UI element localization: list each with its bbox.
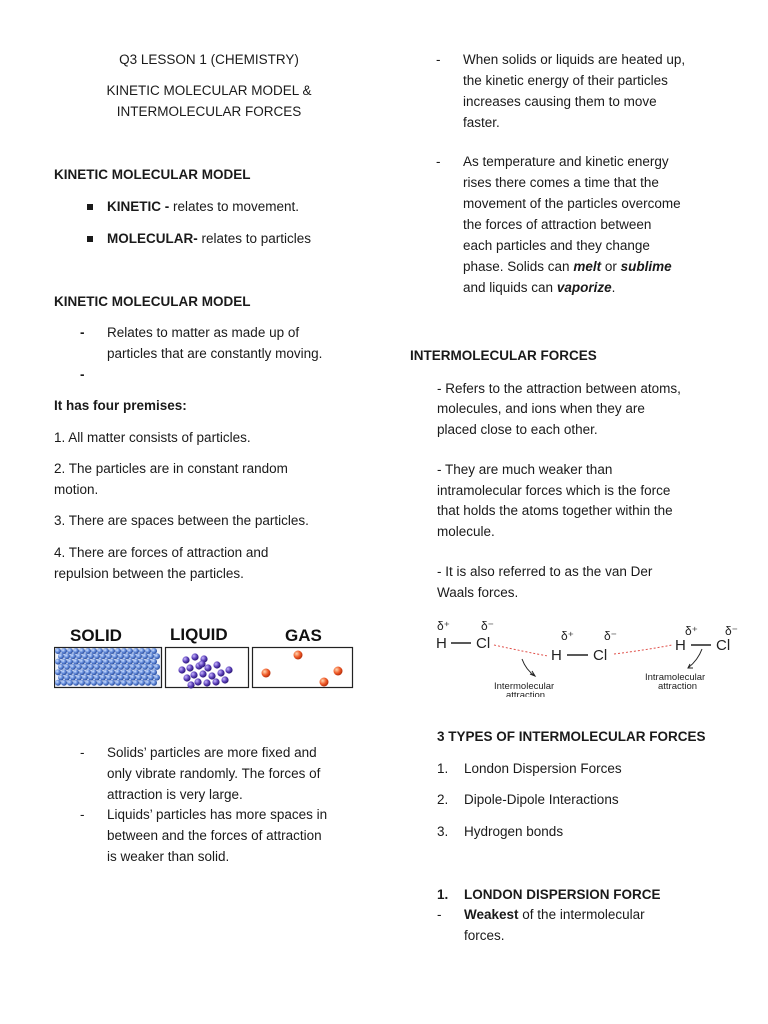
- premises-heading: It has four premises:: [54, 398, 187, 413]
- intermolecular-caption-line1: Intermolecular: [494, 681, 555, 692]
- solid-particle: [97, 659, 103, 665]
- liquid-particle: [221, 676, 228, 683]
- phase-line6: [463, 257, 672, 278]
- solid-particle: [154, 664, 160, 670]
- imf-def2-line2: intramolecular forces which is the force: [437, 483, 671, 498]
- london-heading: [437, 885, 727, 905]
- gas-particle: [262, 669, 271, 678]
- solid-particle: [55, 669, 61, 675]
- molecular-text: relates to particles: [197, 231, 312, 246]
- solid-particle: [64, 653, 70, 659]
- kmm-desc-line2: particles that are constantly moving.: [107, 346, 323, 361]
- imf-def1-line1: - Refers to the attraction between atoms,: [437, 381, 681, 396]
- type-label: Hydrogen bonds: [464, 824, 564, 839]
- liquids-note-line3: is weaker than solid.: [107, 849, 230, 864]
- gas-particle: [294, 651, 303, 660]
- vaporize-term: vaporize: [556, 280, 612, 295]
- liquid-particle: [183, 674, 190, 681]
- imf-def1-line3: placed close to each other.: [437, 422, 598, 437]
- solid-particle: [100, 653, 106, 659]
- solid-particle: [136, 664, 142, 670]
- solid-particle: [67, 669, 73, 675]
- heating-line1: When solids or liquids are heated up,: [463, 52, 686, 67]
- phase-line5: each particles and they change: [463, 238, 650, 253]
- solid-particle: [103, 659, 109, 665]
- liquid-particle: [191, 653, 198, 660]
- solid-particle: [70, 653, 76, 659]
- molecular-bullet: [54, 229, 364, 249]
- solid-particle: [142, 675, 148, 681]
- solid-particle: [88, 664, 94, 670]
- solid-particle: [127, 680, 133, 686]
- solid-particle: [148, 653, 154, 659]
- gas-label: GAS: [285, 626, 322, 645]
- kmm-description: [54, 323, 364, 365]
- solid-particle: [85, 680, 91, 686]
- solid-particle: [148, 675, 154, 681]
- lesson-label: Q3 LESSON 1 (CHEMISTRY): [119, 52, 299, 67]
- solid-particle: [70, 675, 76, 681]
- phase-line6-text: phase. Solids can: [463, 259, 574, 274]
- solid-particle: [70, 664, 76, 670]
- solid-particle: [145, 669, 151, 675]
- solid-particle: [115, 659, 121, 665]
- sublime-term: sublime: [620, 259, 672, 274]
- solid-particle: [121, 648, 127, 654]
- dash-marker: -: [80, 807, 85, 822]
- solid-particle: [130, 653, 136, 659]
- solid-label: SOLID: [70, 626, 122, 645]
- premise-3: 3. There are spaces between the particles.: [54, 513, 309, 528]
- heating-note: [410, 50, 730, 134]
- type-item-3: [437, 822, 727, 842]
- chlorine-label: Cl: [593, 647, 608, 664]
- solid-particle: [64, 664, 70, 670]
- solid-particle: [76, 653, 82, 659]
- dash-marker: -: [437, 907, 442, 922]
- solid-particle: [94, 653, 100, 659]
- type-item-1: [437, 759, 727, 779]
- solid-particle: [64, 675, 70, 681]
- london-note: [437, 905, 727, 947]
- types-heading: 3 TYPES OF INTERMOLECULAR FORCES: [437, 729, 706, 744]
- arrow-line: [688, 649, 702, 668]
- solid-particle: [106, 675, 112, 681]
- solid-particle: [88, 675, 94, 681]
- liquid-particle: [225, 666, 232, 673]
- solid-particle: [61, 680, 67, 686]
- gas-particle: [334, 667, 343, 676]
- heating-line3: increases causing them to move: [463, 94, 657, 109]
- solid-particle: [85, 669, 91, 675]
- solid-particle: [58, 664, 64, 670]
- solid-particle: [124, 675, 130, 681]
- period-text: .: [611, 280, 616, 295]
- solid-particle: [55, 680, 61, 686]
- imf-def2-line4: molecule.: [437, 524, 495, 539]
- liquid-particle: [187, 681, 194, 688]
- phase-line2: rises there comes a time that the: [463, 175, 659, 190]
- solid-particle: [109, 680, 115, 686]
- kinetic-term: KINETIC -: [107, 199, 173, 214]
- solid-particle: [115, 669, 121, 675]
- intramolecular-caption-line2: attraction: [658, 681, 698, 692]
- solid-particle: [118, 653, 124, 659]
- solid-particle: [88, 653, 94, 659]
- solid-particle: [82, 675, 88, 681]
- liquid-particle: [190, 671, 197, 678]
- solids-note-line2: only vibrate randomly. The forces of: [107, 766, 321, 781]
- solid-particle: [130, 664, 136, 670]
- hcl-attraction-diagram: [436, 612, 746, 697]
- solid-particle: [127, 669, 133, 675]
- kmm-desc-line1: Relates to matter as made up of: [107, 325, 300, 340]
- premise-4-line1: 4. There are forces of attraction and: [54, 545, 269, 560]
- solid-particle: [97, 669, 103, 675]
- solid-particle: [82, 653, 88, 659]
- solid-particle: [133, 669, 139, 675]
- chlorine-label: Cl: [716, 637, 731, 654]
- solid-particle: [121, 669, 127, 675]
- solids-note-line1: Solids’ particles are more fixed and: [107, 745, 317, 760]
- london-title: LONDON DISPERSION FORCE: [464, 887, 661, 902]
- solid-particle: [97, 648, 103, 654]
- london-note-text: of the intermolecular: [518, 907, 645, 922]
- solid-particle: [61, 659, 67, 665]
- type-label: London Dispersion Forces: [464, 761, 622, 776]
- liquids-note: [54, 805, 374, 868]
- solid-particle: [145, 680, 151, 686]
- solid-particle: [58, 653, 64, 659]
- delta-minus-label: δ⁻: [481, 619, 495, 633]
- solid-particle: [139, 680, 145, 686]
- solid-particle: [67, 680, 73, 686]
- or-text: or: [601, 259, 621, 274]
- dash-marker: -: [80, 325, 85, 340]
- weakest-term: Weakest: [464, 907, 519, 922]
- liquid-particle: [213, 661, 220, 668]
- liquid-particle: [198, 660, 205, 667]
- solid-particle: [124, 664, 130, 670]
- liquids-note-line1: Liquids’ particles has more spaces in: [107, 807, 328, 822]
- molecular-term: MOLECULAR-: [107, 231, 198, 246]
- solid-particle: [154, 675, 160, 681]
- imf-def2-line1: - They are much weaker than: [437, 462, 613, 477]
- solid-particle: [61, 648, 67, 654]
- page-title-line1: KINETIC MOLECULAR MODEL &: [106, 83, 312, 98]
- solid-particle: [151, 680, 157, 686]
- solid-particle: [58, 675, 64, 681]
- london-number: 1.: [437, 887, 449, 902]
- phase-line4: the forces of attraction between: [463, 217, 652, 232]
- solid-particle: [109, 648, 115, 654]
- solid-particle: [85, 659, 91, 665]
- solid-particle: [91, 680, 97, 686]
- solids-note: [54, 743, 374, 806]
- intermolecular-dotted-line: [614, 645, 672, 654]
- solid-particle: [73, 669, 79, 675]
- states-of-matter-figure: [54, 622, 354, 692]
- dash-marker: -: [80, 745, 85, 760]
- premise-2-line2: motion.: [54, 482, 99, 497]
- intramolecular-caption-line1: Intramolecular: [645, 672, 706, 683]
- solid-particle: [151, 648, 157, 654]
- solid-particle: [100, 675, 106, 681]
- solid-particle: [130, 675, 136, 681]
- liquid-particle: [186, 664, 193, 671]
- solid-particle: [148, 664, 154, 670]
- solid-particle: [79, 669, 85, 675]
- hydrogen-label: H: [675, 637, 686, 654]
- solid-particle: [55, 648, 61, 654]
- premise-2-line1: 2. The particles are in constant random: [54, 461, 288, 476]
- liquid-particle: [212, 678, 219, 685]
- solid-particle: [97, 680, 103, 686]
- liquid-particle: [217, 669, 224, 676]
- hydrogen-label: H: [551, 647, 562, 664]
- solid-particle: [67, 648, 73, 654]
- solid-particle: [103, 648, 109, 654]
- solid-particle: [151, 659, 157, 665]
- imf-def2-line3: that holds the atoms together within the: [437, 503, 673, 518]
- phase-line7: [463, 278, 615, 299]
- liquid-particle: [199, 670, 206, 677]
- premise-4-line2: repulsion between the particles.: [54, 566, 244, 581]
- intermolecular-caption-line2: attraction: [506, 690, 546, 697]
- liquid-particle: [194, 678, 201, 685]
- liquid-particle: [178, 666, 185, 673]
- kinetic-bullet: [54, 197, 364, 217]
- page-title-line2: INTERMOLECULAR FORCES: [116, 104, 302, 119]
- solid-particle: [73, 648, 79, 654]
- melt-term: melt: [573, 259, 602, 274]
- type-number: 3.: [437, 824, 449, 839]
- solid-particle: [109, 669, 115, 675]
- heating-line4: faster.: [463, 115, 500, 130]
- delta-plus-label: δ⁺: [437, 619, 451, 633]
- solid-particle: [106, 664, 112, 670]
- gas-particle: [320, 678, 329, 687]
- solid-particle: [82, 664, 88, 670]
- solid-particle: [112, 664, 118, 670]
- dash-marker: -: [436, 154, 441, 169]
- imf-def3-line1: - It is also referred to as the van Der: [437, 564, 653, 579]
- intermolecular-dotted-line: [494, 645, 548, 656]
- delta-minus-label: δ⁻: [725, 624, 739, 638]
- phase-line7-text: and liquids can: [463, 280, 557, 295]
- hydrogen-label: H: [436, 635, 447, 652]
- solid-particle: [136, 675, 142, 681]
- solid-particle: [76, 664, 82, 670]
- solid-particle: [55, 659, 61, 665]
- solid-particle: [73, 680, 79, 686]
- imf-heading: INTERMOLECULAR FORCES: [410, 348, 597, 363]
- solid-particle: [115, 648, 121, 654]
- phase-line3: movement of the particles overcome: [463, 196, 681, 211]
- solid-particle: [145, 659, 151, 665]
- phase-change-note: [410, 152, 730, 299]
- solid-particle: [145, 648, 151, 654]
- solid-particle: [79, 680, 85, 686]
- solid-particle: [85, 648, 91, 654]
- solid-particle: [103, 669, 109, 675]
- type-item-2: [437, 790, 727, 810]
- solid-particle: [118, 664, 124, 670]
- empty-dash-marker: -: [80, 367, 85, 382]
- solid-particle: [73, 659, 79, 665]
- solid-particle: [118, 675, 124, 681]
- solid-particle: [127, 648, 133, 654]
- solid-particle: [94, 664, 100, 670]
- solids-note-line3: attraction is very large.: [107, 787, 243, 802]
- arrowhead-icon: [530, 671, 535, 676]
- solid-particle: [133, 680, 139, 686]
- type-label: Dipole-Dipole Interactions: [464, 792, 619, 807]
- square-bullet-icon: [87, 204, 93, 210]
- solid-particle: [91, 659, 97, 665]
- solid-particle: [121, 680, 127, 686]
- square-bullet-icon: [87, 236, 93, 242]
- solid-particle: [133, 648, 139, 654]
- solid-particle: [91, 669, 97, 675]
- solid-particle: [79, 648, 85, 654]
- solid-particle: [91, 648, 97, 654]
- kinetic-text: relates to movement.: [173, 199, 300, 214]
- solid-particle: [61, 669, 67, 675]
- solid-particle: [142, 664, 148, 670]
- chlorine-label: Cl: [476, 635, 491, 652]
- solid-particle: [121, 659, 127, 665]
- solid-particle: [76, 675, 82, 681]
- liquid-particle: [204, 664, 211, 671]
- type-number: 1.: [437, 761, 449, 776]
- solid-particle: [106, 653, 112, 659]
- delta-plus-label: δ⁺: [561, 629, 575, 643]
- solid-particle: [139, 669, 145, 675]
- solid-particle: [151, 669, 157, 675]
- solid-particle: [142, 653, 148, 659]
- solid-particle: [139, 659, 145, 665]
- solid-particle: [112, 653, 118, 659]
- solid-particle: [67, 659, 73, 665]
- liquid-particle: [182, 656, 189, 663]
- solid-particle: [127, 659, 133, 665]
- phase-line1: As temperature and kinetic energy: [463, 154, 669, 169]
- solid-particle: [133, 659, 139, 665]
- solid-particle: [94, 675, 100, 681]
- london-note-line2: forces.: [464, 928, 505, 943]
- solid-particle: [124, 653, 130, 659]
- liquid-particle: [208, 672, 215, 679]
- delta-plus-label: δ⁺: [685, 624, 699, 638]
- imf-def1-line2: molecules, and ions when they are: [437, 401, 645, 416]
- solid-particle: [103, 680, 109, 686]
- heating-line2: the kinetic energy of their particles: [463, 73, 668, 88]
- solid-particle: [154, 653, 160, 659]
- premise-1: 1. All matter consists of particles.: [54, 430, 251, 445]
- solid-particle: [79, 659, 85, 665]
- solid-particle: [139, 648, 145, 654]
- liquid-label: LIQUID: [170, 625, 228, 644]
- liquid-particle: [203, 679, 210, 686]
- solid-particle: [100, 664, 106, 670]
- solid-particle: [136, 653, 142, 659]
- delta-minus-label: δ⁻: [604, 629, 618, 643]
- type-number: 2.: [437, 792, 449, 807]
- imf-def3-line2: Waals forces.: [437, 585, 519, 600]
- solid-particle: [112, 675, 118, 681]
- kmm-heading-2: KINETIC MOLECULAR MODEL: [54, 294, 251, 309]
- kmm-heading-1: KINETIC MOLECULAR MODEL: [54, 167, 251, 182]
- liquids-note-line2: between and the forces of attraction: [107, 828, 322, 843]
- solid-particle: [109, 659, 115, 665]
- solid-particle: [115, 680, 121, 686]
- dash-marker: -: [436, 52, 441, 67]
